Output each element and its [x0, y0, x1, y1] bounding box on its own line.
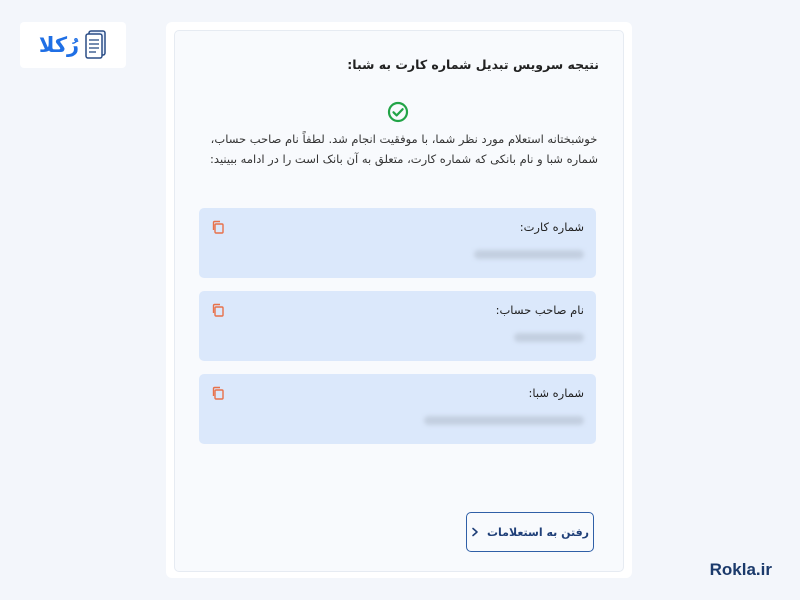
result-panel [174, 30, 624, 572]
field-value-blurred [424, 416, 584, 425]
field-value-blurred [474, 250, 584, 259]
footer-brand[interactable]: Rokla.ir [709, 560, 772, 579]
chevron-right-icon [471, 527, 479, 537]
copy-icon[interactable] [211, 220, 225, 234]
document-icon [85, 30, 107, 60]
field-label: شماره کارت: [519, 220, 584, 234]
copy-icon[interactable] [211, 303, 225, 317]
go-to-inquiries-button[interactable] [466, 512, 594, 552]
sheba-number-field [199, 374, 596, 444]
brand-logo[interactable] [20, 22, 126, 68]
logo-text: رُکلا [38, 33, 80, 57]
go-to-inquiries-label: رفتن به استعلامات [486, 525, 590, 539]
result-title: نتیجه سرویس تبدیل شماره کارت به شبا: [347, 57, 599, 72]
check-circle-icon [387, 101, 409, 123]
field-label: شماره شبا: [528, 386, 584, 400]
card-number-field [199, 208, 596, 278]
copy-icon[interactable] [211, 386, 225, 400]
field-label: نام صاحب حساب: [495, 303, 584, 317]
result-card [166, 22, 632, 578]
result-description: خوشبختانه استعلام مورد نظر شما، با موفقیت انجام شد. لطفاً نام صاحب حساب، شماره شبا و نام بانکی که شماره کارت، متعلق به آن بانک است را در ادامه ببینید: [210, 132, 598, 166]
account-holder-field [199, 291, 596, 361]
field-value-blurred [514, 333, 584, 342]
